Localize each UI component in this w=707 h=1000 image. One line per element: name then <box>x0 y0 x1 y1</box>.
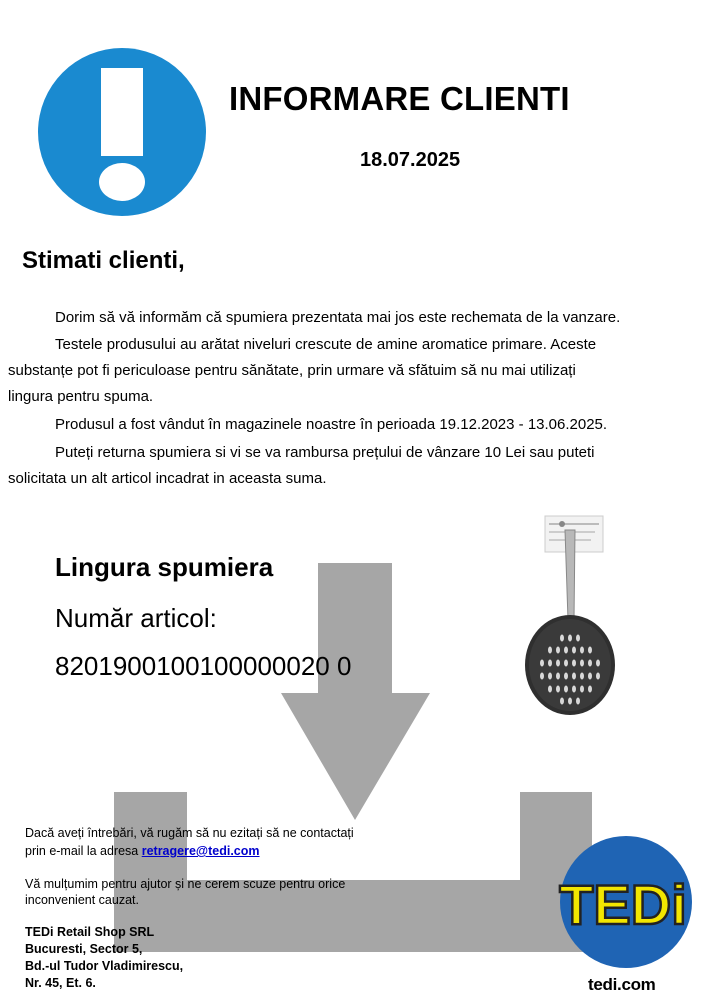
address-line-2: Bucuresti, Sector 5, <box>25 942 143 956</box>
body-line-6: Puteți returna spumiera si vi se va rambursa prețului de vânzare 10 Lei sau puteti <box>55 444 595 461</box>
product-name: Lingura spumiera <box>55 552 274 582</box>
body-line-2: Testele produsului au arătat niveluri crescute de amine aromatice primare. Aceste <box>55 336 597 353</box>
greeting: Stimati clienti, <box>22 247 185 274</box>
page-title: INFORMARE CLIENTI <box>229 80 570 117</box>
logo-wordmark: TEDi <box>559 873 687 936</box>
thanks-line-2: inconvenient cauzat. <box>25 893 139 907</box>
address-line-4: Nr. 45, Et. 6. <box>25 976 96 990</box>
body-line-1: Dorim să vă informăm că spumiera prezentata mai jos este rechemata de la vanzare. <box>55 309 621 326</box>
body-line-7: solicitata un alt articol incadrat in aceasta suma. <box>8 470 327 487</box>
contact-line-1: Dacă aveți întrebări, vă rugăm să nu ezitați să ne contactați <box>25 826 354 840</box>
tedi-logo <box>548 836 698 996</box>
body-line-5: Produsul a fost vândut în magazinele noastre în perioada 19.12.2023 - 13.06.2025. <box>55 416 608 433</box>
contact-email-link[interactable]: retragere@tedi.com <box>141 844 260 858</box>
logo-site: tedi.com <box>588 975 656 994</box>
skimmer-ladle-image <box>515 510 625 720</box>
article-number: 8201900100100000020 0 <box>55 651 352 681</box>
body-line-4: lingura pentru spuma. <box>8 388 154 405</box>
address-line-3: Bd.-ul Tudor Vladimirescu, <box>25 959 184 973</box>
body-line-3: substanțe pot fi periculoase pentru sănătate, prin urmare vă sfătuim să nu mai utilizați <box>8 362 576 379</box>
address-line-1: TEDi Retail Shop SRL <box>25 925 155 939</box>
notice-date: 18.07.2025 <box>360 149 461 171</box>
article-label: Număr articol: <box>55 603 217 633</box>
thanks-line-1: Vă mulțumim pentru ajutor și ne cerem scuze pentru orice <box>25 877 346 891</box>
contact-line-2-prefix: prin e-mail la adresa <box>25 844 142 858</box>
contact-line-2 <box>25 844 260 858</box>
